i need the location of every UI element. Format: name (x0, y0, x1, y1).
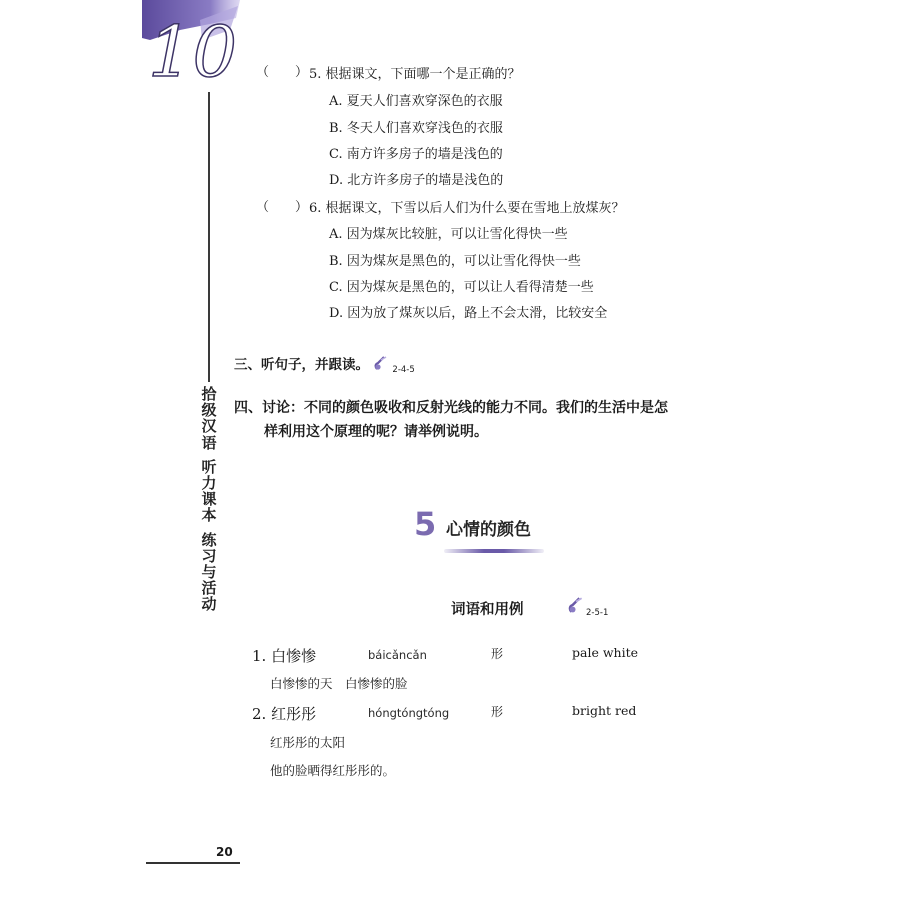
section4-discussion (234, 396, 794, 444)
side-title-char: 习 (201, 546, 217, 565)
page-number: 20 (216, 845, 233, 859)
side-book-title (194, 386, 224, 613)
side-title-char: 听 (201, 457, 217, 476)
vocab-example-2-2: 他的脸晒得红彤彤的。 (270, 763, 396, 778)
section4-line2: 样利用这个原理的呢？请举例说明。 (264, 424, 488, 440)
vocab-example-2-1: 红彤彤的太阳 (270, 735, 346, 750)
side-title-char: 活 (201, 579, 217, 598)
vocab-example-1-1: 白惨惨的天 白惨惨的脸 (270, 676, 408, 691)
side-title-char: 与 (201, 563, 217, 582)
vocab-pos-2: 形 (491, 705, 504, 719)
lesson-title: 心情的颜色 (446, 520, 531, 540)
side-title-char: 汉 (201, 417, 217, 436)
section3-audio-code: 2-4-5 (392, 365, 415, 375)
q6-option-c[interactable]: C. 因为煤灰是黑色的，可以让人看得清楚一些 (329, 280, 594, 295)
vocab-pinyin-1: báicǎncǎn (368, 648, 427, 662)
audio-icon[interactable] (374, 355, 388, 373)
side-title-char: 课 (201, 490, 217, 509)
q6-option-d[interactable]: D. 因为放了煤灰以后，路上不会太滑，比较安全 (329, 306, 608, 321)
side-title-char: 动 (201, 595, 217, 614)
vocab-word-2: 2. 红彤彤 (252, 705, 317, 723)
lesson-title-underline (444, 549, 544, 553)
q6-option-b[interactable]: B. 因为煤灰是黑色的，可以让雪化得快一些 (329, 254, 581, 269)
q6-option-a[interactable]: A. 因为煤灰比较脏，可以让雪化得快一些 (329, 227, 568, 242)
q5-option-b[interactable]: B. 冬天人们喜欢穿浅色的衣服 (329, 121, 503, 136)
lesson-number: 5 (414, 505, 437, 543)
chapter-badge (140, 0, 240, 92)
side-title-char: 力 (201, 474, 217, 493)
side-title-char: 本 (201, 506, 217, 525)
q5-option-d[interactable]: D. 北方许多房子的墙是浅色的 (329, 173, 504, 188)
vocab-word-1: 1. 白惨惨 (252, 647, 317, 665)
q6-answer-paren[interactable]: （ ） (256, 200, 309, 215)
side-title-char: 语 (201, 433, 217, 452)
q6-text: 6. 根据课文，下雪以后人们为什么要在雪地上放煤灰？ (309, 201, 625, 216)
section4-line1: 四、讨论：不同的颜色吸收和反射光线的能力不同。我们的生活中是怎 (234, 400, 668, 416)
side-title-char: 级 (201, 401, 217, 420)
vocab-pinyin-2: hóngtóngtóng (368, 706, 450, 720)
vocab-english-1: pale white (572, 645, 638, 660)
section3-heading: 三、听句子，并跟读。 $_{2-4-5}$ (234, 357, 415, 375)
q5-option-c[interactable]: C. 南方许多房子的墙是浅色的 (329, 147, 503, 162)
side-title-char: 拾 (201, 385, 217, 403)
audio-icon[interactable] (568, 596, 584, 618)
side-title-char: 练 (201, 530, 217, 549)
q5-answer-paren[interactable]: （ ） (256, 65, 309, 80)
footer-rule (146, 862, 240, 864)
q5-text: 5. 根据课文，下面哪一个是正确的？ (309, 67, 521, 82)
vocab-audio-code: 2-5-1 (586, 608, 609, 618)
vocab-heading: 词语和用例 (451, 602, 524, 618)
q5-option-a[interactable]: A. 夏天人们喜欢穿深色的衣服 (329, 94, 503, 109)
vocab-pos-1: 形 (491, 647, 504, 661)
chapter-number: 10 (148, 11, 238, 92)
vocab-english-2: bright red (572, 703, 637, 718)
chapter-rule (208, 92, 210, 382)
